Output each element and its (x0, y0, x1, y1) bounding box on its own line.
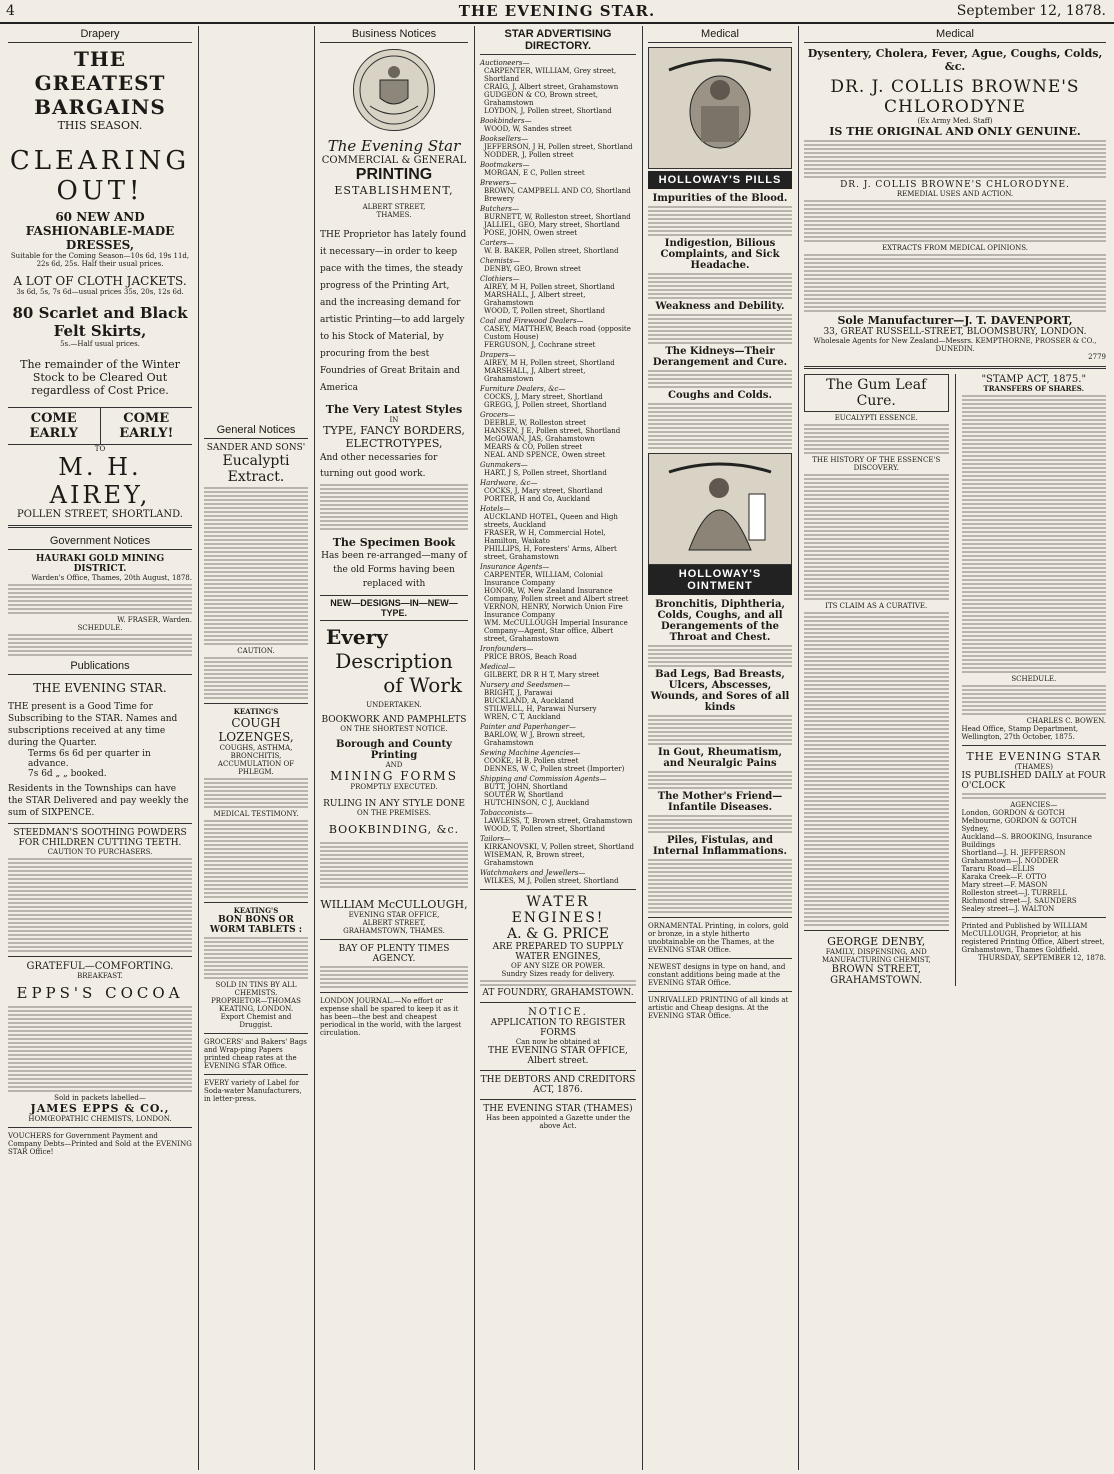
headline: THE GREATEST BARGAINS (34, 47, 166, 119)
piles-heading: Piles, Fistulas, and Internal Inflammations. (652, 835, 788, 857)
bronchitis-heading: Bronchitis, Diphtheria, Colds, Coughs, and all Derangements of the Throat and Chest. (655, 599, 785, 643)
booked-line: 7s 6d „ „ booked. (28, 769, 107, 779)
epps-name: JAMES EPPS & CO., (30, 1102, 170, 1115)
bookwork: BOOKWORK AND PAMPHLETS (321, 715, 467, 725)
government-notices-heading: Government Notices (8, 533, 192, 550)
grateful-heading: GRATEFUL—COMFORTING. (26, 961, 174, 972)
agencies-label: AGENCIES— (1010, 801, 1058, 809)
price-name: A. & G. PRICE (507, 926, 609, 942)
directory-category: Bookbinders— (480, 117, 532, 125)
section-heading: Medical (804, 26, 1106, 43)
directory-entry: NODDER, J, Pollen street (484, 151, 574, 159)
residents-text: Residents in the Townships can have the STAR Delivered and pay weekly the sum of SIXPENCE. (8, 784, 189, 818)
epps-cocoa-title: EPPS'S COCOA (16, 984, 184, 1002)
cough-lozenges-title: COUGH LOZENGES, (218, 716, 294, 744)
directory-entry: BUTT, JOHN, Shortland (484, 783, 568, 791)
debtors-act: THE DEBTORS AND CREDITORS ACT, 1876. (480, 1075, 636, 1095)
coat-of-arms-engraving (353, 49, 435, 131)
page-number: 4 (6, 3, 15, 19)
masthead (0, 0, 1114, 24)
section-heading: Drapery (8, 26, 192, 43)
agent-entry: Melbourne, GORDON & GOTCH (961, 817, 1077, 825)
russell-street: 33, GREAT RUSSELL-STREET, BLOOMSBURY, LONDON. (823, 327, 1087, 337)
directory-entry: SOUTER W, Shortland (484, 791, 564, 799)
directory-entry: BURNETT, W, Rolleston street, Shortland (484, 213, 631, 221)
epps-address: HOMŒOPATHIC CHEMISTS, LONDON. (28, 1115, 172, 1123)
directory-category: Watchmakers and Jewellers— (480, 869, 586, 877)
evening-star-blackletter: The Evening Star (327, 137, 461, 155)
directory-entry: LOYDON, J, Pollen street, Shortland (484, 107, 612, 115)
thames-label-2: (THAMES) (1014, 763, 1053, 771)
directory-category: Tailors— (480, 835, 511, 843)
dresses-line: 60 NEW AND FASHIONABLE-MADE DRESSES, (25, 210, 175, 252)
directory-category: Booksellers— (480, 135, 529, 143)
directory-entry: HUTCHINSON, C J, Auckland (484, 799, 590, 807)
every-word: Every (326, 625, 388, 649)
directory-entry: WILKES, M J, Pollen street, Shortland (484, 877, 619, 885)
directory-category: Carters— (480, 239, 514, 247)
column-medical-right (800, 26, 1110, 1470)
column-directory (476, 26, 640, 1470)
directory-category: Auctioneers— (480, 59, 530, 67)
grocers-ad: GROCERS' and Bakers' Bags and Wrap-ping Papers printed cheap rates at the EVENING STAR Office. (204, 1038, 307, 1070)
column-divider (314, 26, 315, 1470)
impurities-heading: Impurities of the Blood. (652, 193, 788, 204)
gazette-text: Has been appointed a Gazette under the above Act. (485, 1114, 631, 1130)
directory-category: Butchers— (480, 205, 519, 213)
denby-desc: FAMILY, DISPENSING, AND MANUFACTURING CHEMIST, (821, 948, 931, 964)
new-designs: NEW—DESIGNS—IN—NEW—TYPE. (320, 595, 468, 621)
obtained-at: Can now be obtained at (515, 1038, 601, 1046)
bop-agency: BAY OF PLENTY TIMES AGENCY. (338, 944, 450, 964)
agent-entry: Shortland—J. H. JEFFERSON (961, 849, 1066, 857)
directory-entry: BRIGHT, J, Parawai (484, 689, 553, 697)
column-drapery (4, 26, 196, 1470)
mothers-friend-heading: The Mother's Friend—Infantile Diseases. (657, 791, 783, 813)
newspaper-title: THE EVENING STAR. (458, 2, 656, 20)
brown-street: BROWN STREET, GRAHAMSTOWN. (830, 964, 923, 986)
directory-category: Insurance Agents— (480, 563, 550, 571)
vouchers-ad: VOUCHERS for Government Payment and Company Debts—Printed and Sold at the EVENING STAR Office! (8, 1132, 192, 1156)
remedial-uses: REMEDIAL USES AND ACTION. (896, 190, 1014, 198)
borough-printing: Borough and County Printing (336, 739, 452, 761)
agent-entry: Sealey street—J. WALTON (961, 905, 1055, 913)
directory-category: Nursery and Seedsmen— (480, 681, 571, 689)
directory-entry: WOOD, T, Pollen street, Shortland (484, 307, 605, 315)
and-label: AND (385, 761, 403, 769)
foundry: AT FOUNDRY, GRAHAMSTOWN. (482, 988, 634, 998)
label-ad: EVERY variety of Label for Soda-water Manufacturers, in letter-press. (204, 1079, 302, 1103)
directory-entry: WISEMAN, R, Brown street, Grahamstown (484, 851, 585, 867)
issue-date: September 12, 1878. (956, 3, 1106, 19)
coughs-heading: Coughs and Colds. (667, 390, 773, 401)
star-office-address: THE EVENING STAR OFFICE, Albert street. (488, 1046, 628, 1066)
directory-category: Clothiers— (480, 275, 520, 283)
directory-entry: GUDGEON & CO, Brown street, Grahamstown (484, 91, 598, 107)
directory-entry: WREN, C T, Auckland (484, 713, 561, 721)
gout-heading: In Gout, Rheumatism, and Neuralgic Pains (658, 747, 782, 769)
albert-street: ALBERT STREET, (362, 203, 426, 211)
directory-category: Drapers— (480, 351, 516, 359)
specimen-book: The Specimen Book (332, 536, 456, 549)
directory-entry: McGOWAN, JAS, Grahamstown (484, 435, 595, 443)
description-word: Description (335, 649, 453, 673)
agents-list (962, 809, 1107, 913)
printed-by: Printed and Published by WILLIAM McCULLOUGH, Proprietor, at his registered Printing Office, Albert street, Grahamstown, Thames Goldfield. (961, 922, 1105, 954)
type-borders: TYPE, FANCY BORDERS, ELECTROTYPES, (323, 424, 465, 450)
sundry-sizes: Sundry Sizes ready for delivery. (501, 970, 615, 978)
keating-label-2: KEATING'S (233, 906, 279, 915)
directory-entry: W. B. BAKER, Pollen street, Shortland (484, 247, 619, 255)
evening-star-title-2: THE EVENING STAR (966, 750, 1102, 763)
directory-entry: CARPENTER, WILLIAM, Colonial Insurance Company (484, 571, 604, 587)
directory-category: Ironfounders— (480, 645, 534, 653)
jackets-line: A LOT OF CLOTH JACKETS. (13, 274, 187, 288)
column-divider (798, 26, 799, 1470)
denby-name: GEORGE DENBY, (827, 935, 926, 948)
breakfast-label: BREAKFAST. (77, 972, 123, 980)
winter-stock-line: The remainder of the Winter Stock to be Cleared Out regardless of Cost Price. (20, 358, 180, 397)
chlorodyne-subtitle: DR. J. COLLIS BROWNE'S CHLORODYNE. (840, 180, 1070, 190)
column-divider (642, 26, 643, 1470)
wholesale-agents: Wholesale Agents for New Zealand—Messrs. KEMPTHORNE, PROSSER & CO., DUNEDIN. (813, 337, 1097, 353)
directory-entry: GILBERT, DR R H T, Mary street (484, 671, 600, 679)
original-genuine: IS THE ORIGINAL AND ONLY GENUINE. (829, 125, 1081, 138)
column-business-notices (316, 26, 472, 1470)
directory-entry: AIREY, M H, Pollen street, Shortland (484, 359, 615, 367)
other-necessaries: And other necessaries for turning out good work. (320, 453, 438, 479)
agent-entry: Tararu Road—ELLIS (961, 865, 1035, 873)
ad-number: 2779 (1088, 353, 1106, 361)
export-chemist: Export Chemist and Druggist. (220, 1013, 292, 1029)
directory-category: Medical— (480, 663, 516, 671)
warden-office: Warden's Office, Thames, 20th August, 1878. (31, 574, 192, 582)
bonbons-title: BON BONS OR WORM TABLETS : (209, 915, 303, 935)
notice-label: NOTICE. (528, 1007, 588, 1018)
section-heading: Business Notices (320, 26, 468, 43)
ornamental-printing-ad: ORNAMENTAL Printing, in colors, gold or bronze, in a style hitherto unobtainable on the Thames, at the EVENING STAR Office. (648, 922, 789, 954)
water-engines-title: WATER ENGINES! (511, 894, 605, 926)
airey-name: M. H. AIREY, (49, 453, 151, 509)
sole-manufacturer: Sole Manufacturer—J. T. DAVENPORT, (837, 314, 1073, 327)
column-divider (198, 26, 199, 1470)
directory-entry: PORTER, H and Co, Auckland (484, 495, 590, 503)
come-early-left: COME EARLY (8, 408, 101, 444)
directory-entry: CRAIG, J, Albert street, Grahamstown (484, 83, 619, 91)
latest-styles: The Very Latest Styles (325, 403, 463, 416)
curative-heading: ITS CLAIM AS A CURATIVE. (825, 602, 928, 610)
directory-entry: BROWN, CAMPBELL AND CO, Shortland Brewery (484, 187, 631, 203)
holloway-ointment-banner: HOLLOWAY'S OINTMENT (648, 565, 792, 595)
holloway-pills-engraving (648, 47, 792, 169)
column-general-notices (200, 26, 312, 1470)
directory-entry: COCKS, J, Mary street, Shortland (484, 393, 603, 401)
directory-entry: WM. McCULLOUGH Imperial Insurance Company—Agent, Star office, Albert street, Grahamstown (484, 619, 628, 643)
agent-entry: Sydney, (961, 825, 989, 833)
directory-category: Shipping and Commission Agents— (480, 775, 607, 783)
directory-category: Coal and Firewood Dealers— (480, 317, 584, 325)
directory-entry: FERGUSON, J, Cochrane street (484, 341, 596, 349)
newest-designs-ad: NEWEST designs in type on hand, and constant additions being made at the EVENING STAR Office. (648, 963, 786, 987)
agent-entry: Karaka Creek—F. OTTO (961, 873, 1047, 881)
dysentery-heading: Dysentery, Cholera, Fever, Ague, Coughs, Colds, &c. (807, 47, 1103, 73)
directory-entry: STILWELL, H, Parawai Nursery (484, 705, 597, 713)
column-holloway (644, 26, 796, 1470)
directory-entry: KIRKANOVSKI, V, Pollen street, Shortland (484, 843, 634, 851)
gum-leaf-title: The Gum Leaf Cure. (804, 374, 949, 412)
proprietor-text: THE Proprietor has lately found it necessary—in order to keep pace with the times, the steady progress of the Printing Art, and the increasing demand for artistic Printing—to add largely to his Stock of Material, by procuring from the best Foundries of Great Britain and America (320, 230, 467, 393)
directory-entry: DEEBLE, W, Rolleston street (484, 419, 586, 427)
weakness-heading: Weakness and Debility. (655, 301, 785, 312)
directory-category: Painter and Paperhanger— (480, 723, 576, 731)
directory-entry: VERNON, HENRY, Norwich Union Fire Insurance Company (484, 603, 623, 619)
grahamstown-thames: GRAHAMSTOWN, THAMES. (343, 927, 445, 935)
bad-legs-heading: Bad Legs, Bad Breasts, Ulcers, Abscesses, Wounds, and Sores of all kinds (650, 669, 790, 713)
directory-entry: CARPENTER, WILLIAM, Grey street, Shortland (484, 67, 617, 83)
directory-entry: BUCKLAND, A, Auckland (484, 697, 574, 705)
albert-street-2: ALBERT STREET, (362, 919, 426, 927)
directory-entry: HANSEN, J E, Pollen street, Shortland (484, 427, 621, 435)
directory-entry: MEARS & CO, Pollen street (484, 443, 583, 451)
directory-entry: JEFFERSON, J H, Pollen street, Shortland (484, 143, 633, 151)
directory-entry: CASEY, MATTHEW, Beach road (opposite Custom House) (484, 325, 631, 341)
bookbinding: BOOKBINDING, &c. (328, 823, 460, 836)
evening-star-thames: THE EVENING STAR (THAMES) (483, 1104, 633, 1114)
directory-category: Hotels— (480, 505, 511, 513)
column-divider (474, 26, 475, 1470)
agent-entry: Mary street—F. MASON (961, 881, 1048, 889)
published-daily: IS PUBLISHED DAILY at FOUR O'CLOCK (961, 771, 1106, 791)
directory-entry: MARSHALL, J, Albert street, Grahamstown (484, 367, 586, 383)
agent-entry: London, GORDON & GOTCH (961, 809, 1065, 817)
jackets-prices: 3s 6d, 5s, 7s 6d—usual prices 35s, 20s, 12s 6d. (16, 288, 184, 296)
directory-entry: FRASER, W H, Commercial Hotel, Hamilton, Waikato (484, 529, 606, 545)
evening-star-title: THE EVENING STAR. (33, 681, 167, 695)
printing-word: PRINTING (355, 166, 433, 183)
clearing-out-headline: CLEARING OUT! (9, 146, 191, 206)
in-label: IN (389, 416, 399, 424)
directory-category: Sewing Machine Agencies— (480, 749, 581, 757)
undertaken: UNDERTAKEN. (366, 701, 422, 709)
come-early-right: COME EARLY! (119, 411, 174, 441)
sold-in-tins: SOLD IN TINS BY ALL CHEMISTS. (215, 981, 297, 997)
skirts-line: 80 Scarlet and Black Felt Skirts, (12, 304, 188, 340)
directory-entry: COOKE, H B, Pollen street (484, 757, 579, 765)
star-office: EVENING STAR OFFICE, (348, 911, 440, 919)
prepared-line: ARE PREPARED TO SUPPLY (492, 942, 624, 952)
agent-entry: Rolleston street—J. TURRELL (961, 889, 1068, 897)
directory-entry: AIREY, M H, Pollen street, Shortland (484, 283, 615, 291)
any-size: OF ANY SIZE OR POWER. (510, 962, 606, 970)
on-premises: ON THE PREMISES. (357, 809, 431, 817)
transfers-shares: TRANSFERS OF SHARES. (983, 384, 1085, 393)
schedule-label: SCHEDULE. (77, 624, 123, 632)
directory-category: Hardware, &c— (480, 479, 538, 487)
history-heading: THE HISTORY OF THE ESSENCE'S DISCOVERY. (812, 456, 941, 472)
holloway-pills-banner: HOLLOWAY'S PILLS (648, 171, 792, 189)
section-heading: Medical (648, 26, 792, 43)
skirts-prices: 5s.—Half usual prices. (60, 340, 140, 348)
commercial-general: COMMERCIAL & GENERAL (321, 155, 467, 166)
directory-entry: LAWLESS, T, Brown street, Grahamstown (484, 817, 633, 825)
london-journal: LONDON JOURNAL.—No effort or expense shall be spared to keep it as it has been—the best and cheapest periodical in the world, with the largest circulation. (320, 997, 462, 1037)
directory-entry: WOOD, W, Sandes street (484, 125, 572, 133)
establishment-word: ESTABLISHMENT, (334, 184, 454, 197)
directory-entry: DENNES, W C, Pollen street (Importer) (484, 765, 625, 773)
thames-label: THAMES. (376, 211, 412, 219)
shortest-notice: ON THE SHORTEST NOTICE. (340, 725, 448, 733)
directory-entry: AUCKLAND HOTEL, Queen and High streets, Auckland (484, 513, 618, 529)
of-work: of Work (383, 673, 462, 697)
cough-conditions: COUGHS, ASTHMA, BRONCHITIS, ACCUMULATION OF PHLEGM. (217, 744, 295, 776)
directory-entry: GREGG, J, Pollen street, Shortland (484, 401, 607, 409)
eucalypti-essence: EUCALYPTI ESSENCE. (834, 414, 918, 422)
medical-opinions: EXTRACTS FROM MEDICAL OPINIONS. (881, 244, 1029, 252)
hauraki-title: HAURAKI GOLD MINING DISTRICT. (35, 554, 165, 574)
directory-entry: BARLOW, W J, Brown street, Grahamstown (484, 731, 586, 747)
specimen-text: Has been re-arranged—many of the old Forms having been replaced with (321, 551, 467, 589)
to-label: TO (94, 445, 106, 453)
terms-line: Terms 6s 6d per quarter in advance. (28, 749, 151, 769)
directory-category: Furniture Dealers, &c— (480, 385, 566, 393)
thursday-date: THURSDAY, SEPTEMBER 12, 1878. (978, 954, 1106, 962)
directory-entry: MARSHALL, J, Albert street, Grahamstown (484, 291, 586, 307)
keating-label: KEATING'S (233, 707, 279, 716)
directory-entry: NEAL AND SPENCE, Owen street (484, 451, 606, 459)
kidneys-heading: The Kidneys—Their Derangement and Cure. (652, 346, 788, 368)
directory-entry: COCKS, J, Mary street, Shortland (484, 487, 603, 495)
publications-heading: Publications (8, 658, 192, 675)
directory-category: Bootmakers— (480, 161, 530, 169)
epps-sold: Sold in packets labelled— (54, 1094, 146, 1102)
advertising-directory (480, 59, 636, 885)
caution-purchasers: CAUTION TO PURCHASERS. (47, 848, 153, 856)
agent-entry: Richmond street—J. SAUNDERS (961, 897, 1077, 905)
unrivalled-printing-ad: UNRIVALLED PRINTING of all kinds at artistic and Cheap designs. At the EVENING STAR Office. (648, 996, 789, 1020)
schedule-label-2: SCHEDULE. (1011, 675, 1057, 683)
sander-label: SANDER AND SONS' (206, 443, 306, 453)
stamp-act: "STAMP ACT, 1875." (981, 374, 1087, 385)
directory-category: Gunmakers— (480, 461, 528, 469)
indigestion-heading: Indigestion, Bilious Complaints, and Sick Headache. (660, 238, 780, 271)
caution-label: CAUTION. (237, 647, 275, 655)
directory-entry: PRICE BROS, Beach Road (484, 653, 577, 661)
directory-category: Grocers— (480, 411, 516, 419)
agent-entry: Auckland—S. BROOKING, Insurance Buildings (961, 833, 1092, 849)
promptly-executed: PROMPTLY EXECUTED. (350, 783, 438, 791)
mining-forms: MINING FORMS (330, 769, 458, 783)
directory-category: Brewers— (480, 179, 517, 187)
register-forms: APPLICATION TO REGISTER FORMS (490, 1018, 626, 1038)
army-staff: (Ex Army Med. Staff) (917, 117, 993, 125)
medical-testimony: MEDICAL TESTIMONY. (213, 810, 299, 818)
directory-entry: HONOR, W, New Zealand Insurance Company, Pollen street and Albert street (484, 587, 629, 603)
airey-address: POLLEN STREET, SHORTLAND. (17, 509, 183, 520)
keating-proprietor: PROPRIETOR—THOMAS KEATING, LONDON. (211, 997, 301, 1013)
directory-entry: DENBY, GEO, Brown street (484, 265, 581, 273)
chlorodyne-title: DR. J. COLLIS BROWNE'S CHLORODYNE (830, 77, 1080, 117)
directory-entry: MORGAN, E C, Pollen street (484, 169, 585, 177)
eucalypti-title: Eucalypti Extract. (222, 453, 290, 485)
agent-entry: Grahamstown—J. NODDER (961, 857, 1059, 865)
directory-entry: HART, J S, Pollen street, Shortland (484, 469, 607, 477)
directory-category: Chemists— (480, 257, 520, 265)
water-engines-line: WATER ENGINES, (515, 952, 601, 962)
directory-category: Tobacconists— (480, 809, 533, 817)
holloway-ointment-engraving (648, 453, 792, 565)
directory-entry: PHILLIPS, H, Foresters' Arms, Albert street, Grahamstown (484, 545, 617, 561)
directory-entry: POSE, JOHN, Owen street (484, 229, 578, 237)
dresses-prices: Suitable for the Coming Season—10s 6d, 19s 11d, 22s 6d, 25s. Half their usual prices. (10, 252, 190, 268)
head-office: Head Office, Stamp Department, Wellington, 27th October, 1875. (961, 725, 1079, 741)
mccullough-name: WILLIAM McCULLOUGH, (320, 898, 468, 911)
directory-entry: WOOD, T, Pollen street, Shortland (484, 825, 605, 833)
charles-bowen: CHARLES C. BOWEN. (1026, 717, 1106, 725)
ruling: RULING IN ANY STYLE DONE (323, 799, 465, 809)
subheadline: THIS SEASON. (57, 119, 143, 132)
warden-signature: W. FRASER, Warden. (117, 616, 192, 624)
section-heading: STAR ADVERTISING DIRECTORY. (480, 26, 636, 55)
subscription-text: THE present is a Good Time for Subscribing to the STAR. Names and subscriptions received at any time during the Quarter. (8, 702, 178, 748)
steedman-title: STEEDMAN'S SOOTHING POWDERS FOR CHILDREN CUTTING TEETH. (13, 828, 187, 848)
directory-entry: JALLIEL, GEO, Mary street, Shortland (484, 221, 620, 229)
section-heading: General Notices (204, 422, 308, 439)
